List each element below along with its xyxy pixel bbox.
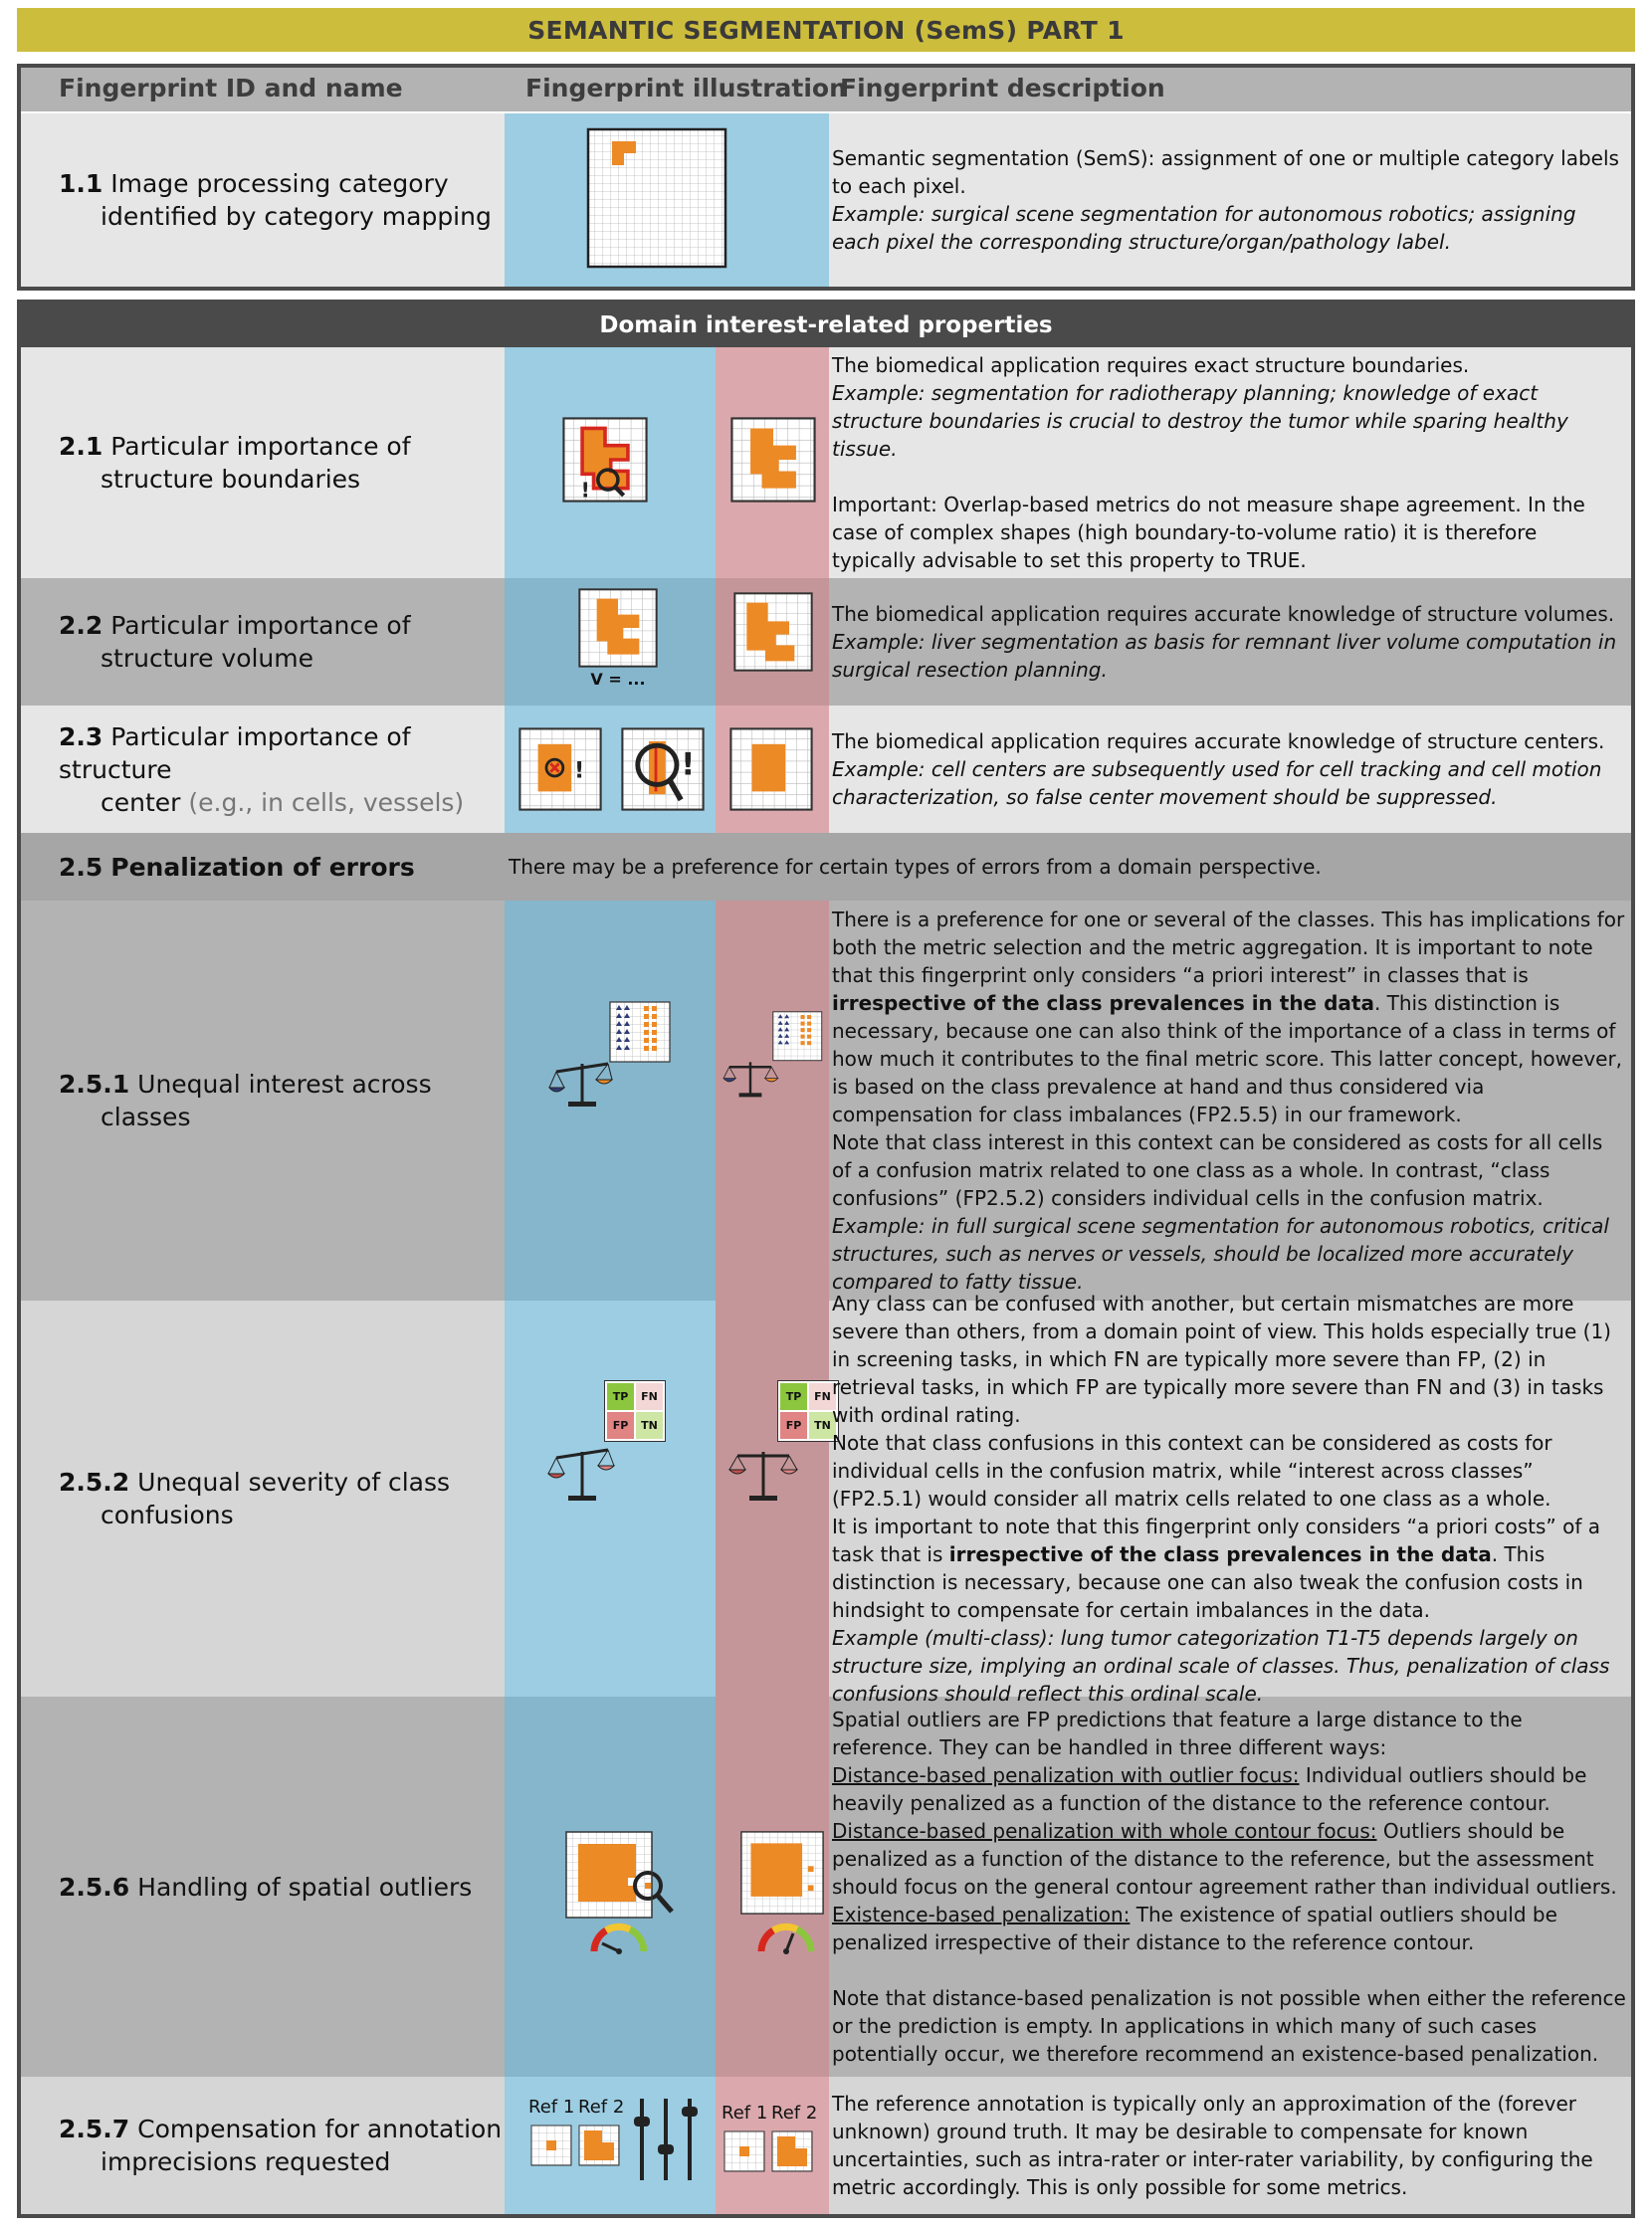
fp-2-5-1-p1c: . This distinction is necessary, because one can also think of the importance of a class in terms of how much it contributes to the final metric score. This latter concept, however, is based on the class prevalence at hand and thus considered via compensation for class imbalances (FP2.5.5) in our framework.: [832, 991, 1623, 1126]
fp-2-3-desc-text: The biomedical application requires accurate knowledge of structure centers.: [832, 729, 1605, 753]
fp-2-1-name-line1: Particular importance of: [110, 432, 411, 461]
fp-2-5-6-number: 2.5.6: [59, 1872, 130, 1902]
ref2-label-reference: Ref 2: [578, 2097, 625, 2118]
fp-2-5-6-description: [832, 1697, 1638, 2077]
fp-2-1-name-line2: structure boundaries: [101, 465, 361, 494]
cm-fp-cell: FP: [607, 1412, 634, 1439]
fp-2-5-6-label: [21, 1697, 505, 2077]
ref1-grid-icon-prediction: [723, 2130, 765, 2172]
cm-tp-cell: TP: [607, 1383, 634, 1410]
fp-1-1-example: Example: surgical scene segmentation for autonomous robotics; assigning each pixel the corresponding structure/organ/pathology label.: [832, 202, 1576, 254]
cm-tp-cell-prediction: TP: [780, 1383, 807, 1410]
fp-2-5-6-p2: Note that distance-based penalization is not possible when either the reference or the prediction is empty. In applications in which many of such cases potentially occur, we therefore recommend an existence-based penalization.: [832, 1986, 1626, 2066]
fp-2-2-label: [21, 578, 505, 706]
cm-fn-cell-prediction: FN: [809, 1383, 836, 1410]
svg-text:!: !: [681, 746, 696, 783]
fp-2-5-1-example: Example: in full surgical scene segmentation for autonomous robotics, critical structures, such as nerves or vessels, should be localized more accurately compared to fatty tissue.: [832, 1214, 1609, 1294]
fp-2-3-name-line2: center: [101, 787, 181, 817]
fp-2-5-6-option1-text: Individual outliers should be heavily penalized as a function of the distance to the reference contour.: [832, 1763, 1587, 1815]
fp-1-1-label: [21, 113, 505, 287]
fp-2-5-7-description: [832, 2077, 1638, 2214]
fp-2-3-example: Example: cell centers are subsequently used for cell tracking and cell motion characterization, so false center movement should be suppressed.: [832, 757, 1602, 809]
class-interest-scale-icon-reference: [544, 1000, 674, 1110]
fp-2-5-6-option2-title: Distance-based penalization with whole contour focus:: [832, 1819, 1377, 1843]
fp-1-1-description: [832, 113, 1638, 287]
fp-1-1-number: 1.1: [59, 169, 103, 198]
fp-2-5-6-option2-text: Outliers should be penalized as a function of the distance to the reference, but the assessment should focus on the general contour agreement rather than individual outliers.: [832, 1819, 1617, 1899]
ref1-label-reference: Ref 1: [528, 2097, 575, 2118]
fp-2-5-2-p3c: . This distinction is necessary, because one can also tweak the confusion costs in hindsight to compensate for certain imbalances in the data.: [832, 1542, 1583, 1622]
fp-2-5-6-name: Handling of spatial outliers: [137, 1872, 473, 1902]
fp-2-5-2-p1: Any class can be confused with another, but certain mismatches are more severe than others, from a domain point of view. This holds especially true (1) in screening tasks, in which FN are typically more severe than FP, (2) in retrieval tasks, in which FP are typically more severe than FN and (3) in tasks with ordinal rating.: [832, 1292, 1611, 1427]
category-grid-icon: [586, 127, 727, 269]
fp-2-5-1-number: 2.5.1: [59, 1070, 130, 1099]
fp-1-1-name-line2: identified by category mapping: [101, 202, 492, 231]
fp-2-3-name-note: (e.g., in cells, vessels): [188, 787, 465, 817]
fp-2-2-name-line2: structure volume: [101, 644, 314, 673]
outlier-prediction-icon: [739, 1830, 825, 1916]
outlier-magnifier-icon: [564, 1830, 684, 1920]
volume-prediction-icon: [733, 592, 813, 672]
fp-2-2-number: 2.2: [59, 611, 103, 640]
ref2-label-prediction: Ref 2: [771, 2103, 818, 2124]
boundary-magnifier-icon: [562, 417, 648, 503]
cm-tn-cell-prediction: TN: [809, 1412, 836, 1439]
confusion-scale-icon-prediction: [725, 1438, 805, 1504]
column-header-row: [21, 68, 1631, 111]
fp-2-5-1-label: [21, 901, 505, 1301]
fp-2-1-important: Important: Overlap-based metrics do not measure shape agreement. In the case of complex shapes (high boundary-to-volume ratio) it is therefore typically advisable to set this property to TRUE.: [832, 493, 1585, 572]
fp-2-2-desc-text: The biomedical application requires accurate knowledge of structure volumes.: [832, 602, 1615, 626]
center-target-icon: [518, 727, 602, 811]
category-frame: [17, 64, 1635, 291]
class-interest-scale-icon-prediction: [720, 1000, 825, 1110]
confusion-matrix-prediction: [777, 1380, 839, 1442]
fp-2-5-2-p3b: irrespective of the class prevalences in the data: [948, 1542, 1492, 1566]
fp-2-1-number: 2.1: [59, 432, 103, 461]
fp-2-5-6-p1: Spatial outliers are FP predictions that feature a large distance to the reference. They can be handled in three different ways:: [832, 1708, 1523, 1759]
fp-2-2-description: [832, 578, 1638, 706]
fp-2-5-1-p1a: There is a preference for one or several of the classes. This has implications for both the metric selection and the metric aggregation. It is important to note that this fingerprint only considers “a priori interest” in classes that is: [832, 908, 1625, 987]
fp-2-5-6-option3-text: The existence of spatial outliers should be penalized irrespective of their distance to the reference contour.: [832, 1903, 1557, 1954]
fp-2-2-example: Example: liver segmentation as basis for remnant liver volume computation in surgical resection planning.: [832, 630, 1617, 682]
fp-2-5-7-label: [21, 2077, 505, 2214]
fp-2-5-7-name-line2: imprecisions requested: [101, 2147, 391, 2176]
svg-text:!: !: [574, 757, 585, 784]
fp-2-5-2-p3a: It is important to note that this fingerprint only considers “a priori costs” of a task that is: [832, 1515, 1601, 1566]
column-header-id: Fingerprint ID and name: [59, 74, 403, 102]
fp-1-1-name-line1: Image processing category: [110, 169, 449, 198]
fp-2-5-2-number: 2.5.2: [59, 1468, 130, 1497]
ref1-label-prediction: Ref 1: [722, 2103, 768, 2124]
confusion-matrix-reference: [604, 1380, 666, 1442]
fp-2-1-label: [21, 347, 505, 578]
fp-2-5-1-name-line1: Unequal interest across: [137, 1070, 432, 1099]
boundary-prediction-icon: [730, 417, 816, 503]
volume-label: V = ...: [590, 670, 646, 689]
page-title-banner: [17, 8, 1635, 52]
fp-2-3-description: [832, 706, 1638, 833]
domain-properties-frame: [17, 300, 1635, 2218]
fp-2-5-6-option3-title: Existence-based penalization:: [832, 1903, 1131, 1926]
center-magnifier-icon: [621, 727, 705, 811]
fp-2-5-7-name-line1: Compensation for annotation: [137, 2115, 503, 2143]
fp-2-5-1-name-line2: classes: [101, 1103, 191, 1131]
fp-2-5-2-label: [21, 1301, 505, 1697]
fp-2-5-name: Penalization of errors: [110, 852, 415, 882]
domain-header: Domain interest-related properties: [21, 304, 1631, 347]
fp-2-5-2-example: Example (multi-class): lung tumor categorization T1-T5 depends largely on structure size, implying an ordinal scale of classes. Thus, penalization of class confusions should reflect this ordinal scale.: [832, 1626, 1610, 1706]
fp-2-3-number: 2.3: [59, 721, 103, 751]
fp-2-5-1-description: [832, 901, 1638, 1301]
fp-2-5-6-option1-title: Distance-based penalization with outlier focus:: [832, 1763, 1300, 1787]
fp-2-5-7-desc-text: The reference annotation is typically only an approximation of the (forever unknown) ground truth. It may be desirable to compensate for known uncertainties, such as intra-rater or inter-rater variability, by configuring the metric accordingly. This is only possible for some metrics.: [832, 2092, 1593, 2199]
sliders-icon: [628, 2095, 704, 2184]
fp-2-5-description: There may be a preference for certain types of errors from a domain perspective.: [509, 855, 1322, 879]
fp-2-5-2-name-line2: confusions: [101, 1501, 234, 1529]
outlier-gauge-icon-reference: [588, 1922, 650, 1955]
fp-2-2-name-line1: Particular importance of: [110, 611, 411, 640]
fp-2-5-7-number: 2.5.7: [59, 2115, 130, 2143]
fp-2-5-2-name-line1: Unequal severity of class: [137, 1468, 451, 1497]
cm-tn-cell: TN: [636, 1412, 663, 1439]
fp-2-1-example: Example: segmentation for radiotherapy planning; knowledge of exact structure boundaries is crucial to destroy the tumor while sparing healthy tissue.: [832, 381, 1568, 461]
fp-2-5-1-p2: Note that class interest in this context can be considered as costs for all cells of a confusion matrix related to one class as a whole. In contrast, “class confusions” (FP2.5.2) considers individual cells in the confusion matrix.: [832, 1130, 1603, 1210]
column-header-description: Fingerprint description: [840, 74, 1165, 102]
page-title: SEMANTIC SEGMENTATION (SemS) PART 1: [527, 15, 1125, 45]
volume-reference-icon: [578, 588, 658, 668]
fp-2-5-1-p1b: irrespective of the class prevalences in the data: [832, 991, 1374, 1015]
cm-fn-cell: FN: [636, 1383, 663, 1410]
confusion-scale-icon-reference: [544, 1438, 624, 1504]
fp-2-3-label: [21, 706, 505, 833]
outlier-gauge-icon-prediction: [755, 1922, 817, 1955]
ref2-grid-icon-prediction: [771, 2130, 813, 2172]
svg-text:!: !: [580, 478, 590, 503]
fp-2-1-desc-text: The biomedical application requires exact structure boundaries.: [832, 353, 1470, 377]
fp-2-5-2-description: [832, 1292, 1638, 1706]
fp-1-1-desc-text: Semantic segmentation (SemS): assignment of one or multiple category labels to each pixel.: [832, 146, 1619, 198]
cm-fp-cell-prediction: FP: [780, 1412, 807, 1439]
fp-2-5-number: 2.5: [59, 852, 103, 882]
ref2-grid-icon-reference: [578, 2125, 620, 2166]
fp-2-3-name-line1: Particular importance of structure: [59, 721, 411, 784]
center-prediction-icon: [729, 727, 813, 811]
column-header-illustration: Fingerprint illustration: [525, 74, 847, 102]
fp-2-1-description: [832, 347, 1638, 578]
ref1-grid-icon-reference: [530, 2125, 572, 2166]
fp-2-5-2-p2: Note that class confusions in this context can be considered as costs for individual cells in the confusion matrix, while “interest across classes” (FP2.5.1) would consider all matrix cells related to one class as a whole.: [832, 1431, 1552, 1511]
